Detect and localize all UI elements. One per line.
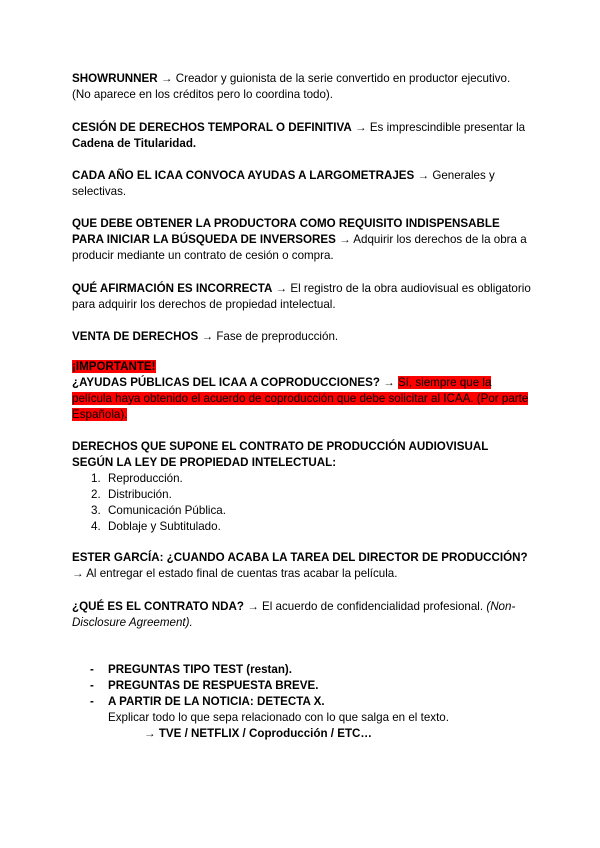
highlighted-answer: Sí, siempre que la película haya obtenido el acuerdo de coproducción que debe solicitar al ICAA. (Por parte Española). xyxy=(72,376,529,421)
definition-text: Al entregar el estado final de cuentas tras acabar la película. xyxy=(86,567,398,580)
definition-text: Creador y guionista de la serie convertido en productor ejecutivo. (No aparece en los créditos pero lo coordina todo). xyxy=(72,72,511,101)
dash-bullet: - xyxy=(90,679,94,692)
term-title: ESTER GARCÍA: ¿CUANDO ACABA LA TAREA DEL DIRECTOR DE PRODUCCIÓN? xyxy=(72,551,528,564)
list-number: 1. xyxy=(91,472,101,485)
paragraph-venta-derechos xyxy=(72,329,532,345)
paragraph-afirmacion-incorrecta xyxy=(72,281,532,313)
list-number: 3. xyxy=(91,504,101,517)
arrow: → xyxy=(243,600,263,613)
list-number: 2. xyxy=(91,488,101,501)
list-item xyxy=(72,678,325,694)
list-item-label: PREGUNTAS DE RESPUESTA BREVE. xyxy=(108,679,319,692)
list-item xyxy=(72,503,226,519)
paragraph-showrunner xyxy=(72,71,532,103)
task-explanation: Explicar todo lo que sepa relacionado con lo que salga en el texto. xyxy=(108,711,449,724)
list-item-label: Distribución. xyxy=(108,488,172,501)
paragraph-director-produccion xyxy=(72,550,532,582)
term-title: QUÉ AFIRMACIÓN ES INCORRECTA xyxy=(72,282,273,295)
term-title: CESIÓN DE DERECHOS TEMPORAL O DEFINITIVA xyxy=(72,121,352,134)
definition-text: Generales y selectivas. xyxy=(72,169,495,198)
definition-text: Es imprescindible presentar la xyxy=(369,121,526,134)
definition-text: El registro de la obra audiovisual es obligatorio para adquirir los derechos de propiedad intelectual. xyxy=(72,282,531,311)
paragraph-cesion-derechos xyxy=(72,120,532,152)
definition-italic: (Non-Disclosure Agreement). xyxy=(72,600,516,629)
rights-list xyxy=(72,471,226,535)
arrow: → xyxy=(335,233,354,246)
definition-text: Fase de preproducción. xyxy=(216,330,339,343)
arrow: → xyxy=(157,72,176,85)
task-examples: → TVE / NETFLIX / Coproducción / ETC… xyxy=(144,727,373,740)
term-title: QUE DEBE OBTENER LA PRODUCTORA COMO REQUISITO INDISPENSABLE PARA INICIAR LA BÚSQUEDA DE INVERSORES xyxy=(72,217,500,246)
arrow: → xyxy=(351,121,370,134)
arrow: → xyxy=(379,376,398,389)
term-title: ¿QUÉ ES EL CONTRATO NDA? xyxy=(72,600,244,613)
term-title: VENTA DE DERECHOS xyxy=(72,330,199,343)
paragraph-derechos-contrato xyxy=(72,439,532,471)
definition-text: El acuerdo de confidencialidad profesional. xyxy=(262,600,487,613)
list-item-label: A PARTIR DE LA NOTICIA: DETECTA X. xyxy=(108,695,325,708)
important-label: ¡IMPORTANTE! xyxy=(72,360,156,373)
paragraph-contrato-nda xyxy=(72,599,532,631)
dash-bullet: - xyxy=(90,663,94,676)
arrow: → xyxy=(272,282,291,295)
list-item xyxy=(72,487,226,503)
list-item xyxy=(72,662,325,678)
list-item-label: Doblaje y Subtitulado. xyxy=(108,520,221,533)
term-title: CADA AÑO EL ICAA CONVOCA AYUDAS A LARGOMETRAJES xyxy=(72,169,415,182)
term-title: SHOWRUNNER xyxy=(72,72,158,85)
list-item xyxy=(72,694,325,710)
term-title: DERECHOS QUE SUPONE EL CONTRATO DE PRODUCCIÓN AUDIOVISUAL SEGÚN LA LEY DE PROPIEDAD INTELECTUAL: xyxy=(72,440,489,469)
paragraph-ayudas-largometrajes xyxy=(72,168,532,200)
exam-tasks-list xyxy=(72,662,325,710)
arrow: → xyxy=(414,169,433,182)
arrow: → xyxy=(198,330,217,343)
dash-bullet: - xyxy=(90,695,94,708)
list-number: 4. xyxy=(91,520,101,533)
list-item-label: Comunicación Pública. xyxy=(108,504,226,517)
definition-bold: Cadena de Titularidad. xyxy=(72,137,197,150)
list-item-label: PREGUNTAS TIPO TEST (restan). xyxy=(108,663,293,676)
term-title: ¿AYUDAS PÚBLICAS DEL ICAA A COPRODUCCIONES? xyxy=(72,376,380,389)
paragraph-ayudas-coproducciones xyxy=(72,359,532,423)
arrow: → xyxy=(72,567,87,580)
paragraph-requisito-productora xyxy=(72,216,532,264)
list-item-label: Reproducción. xyxy=(108,472,183,485)
definition-text: Adquirir los derechos de la obra a producir mediante un contrato de cesión o compra. xyxy=(72,233,527,262)
list-item xyxy=(72,471,226,487)
list-item xyxy=(72,519,226,535)
